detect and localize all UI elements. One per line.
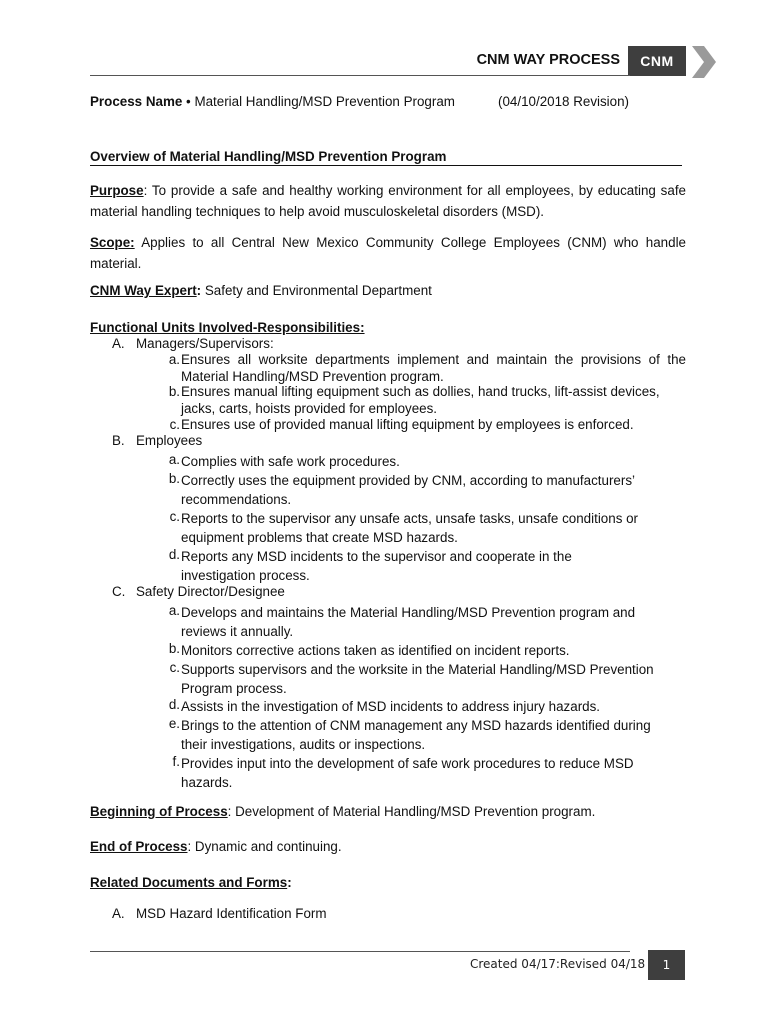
end-of-process: End of Process: Dynamic and continuing.	[90, 839, 342, 854]
page-number: 1	[648, 950, 685, 980]
scope-text: Applies to all Central New Mexico Community College Employees (CNM) who handle material.	[90, 235, 686, 271]
list-item: d. Assists in the investigation of MSD incidents to address injury hazards.	[168, 697, 601, 714]
group-c-title: C. Safety Director/Designee	[112, 584, 285, 599]
expert-label: CNM Way Expert	[90, 283, 197, 298]
scope-label: Scope:	[90, 235, 135, 250]
purpose-paragraph	[90, 180, 686, 222]
list-item: c. Supports supervisors and the worksite in the Material Handling/MSD Prevention Program process.	[169, 660, 654, 696]
functional-units-heading: Functional Units Involved-Responsibilities:	[90, 320, 365, 335]
related-document-item: A. MSD Hazard Identification Form	[112, 906, 327, 921]
process-name-label: Process Name	[90, 94, 183, 109]
related-documents-heading: Related Documents and Forms:	[90, 875, 292, 890]
scope-paragraph	[90, 232, 686, 274]
process-name-line	[90, 94, 455, 109]
header-rule	[90, 75, 630, 76]
list-item: a. Ensures all worksite departments implement and maintain the provisions of the Material Handling/MSD Prevention program.	[168, 352, 686, 384]
purpose-label: Purpose	[90, 183, 144, 198]
list-item: e. Brings to the attention of CNM management any MSD hazards identified during their investigations, audits or inspections.	[168, 716, 651, 752]
list-item: b. Ensures manual lifting equipment such as dollies, hand trucks, lift-assist devices, jacks, carts, hoists provided for employees.	[168, 384, 660, 416]
list-item: c. Ensures use of provided manual lifting equipment by employees is enforced.	[169, 417, 634, 432]
group-b-title: B. Employees	[112, 433, 203, 448]
process-revision: (04/10/2018 Revision)	[498, 94, 630, 109]
chevron-right-icon	[690, 44, 718, 80]
overview-heading-wrap	[90, 148, 682, 166]
cnm-logo: CNM	[628, 46, 686, 76]
purpose-text: : To provide a safe and healthy working environment for all employees, by educating safe material handling techniques to help avoid musculoskeletal disorders (MSD).	[90, 183, 686, 219]
list-item: d. Reports any MSD incidents to the supervisor and cooperate in the investigation process.	[168, 547, 572, 583]
expert-line: CNM Way Expert: Safety and Environmental Department	[90, 283, 432, 298]
process-name-value: • Material Handling/MSD Prevention Program	[186, 94, 455, 109]
list-item: a. Complies with safe work procedures.	[168, 452, 400, 469]
list-item: b. Monitors corrective actions taken as identified on incident reports.	[168, 641, 570, 658]
footer-rule	[90, 951, 630, 952]
footer-created-revised: Created 04/17:Revised 04/18	[470, 957, 646, 971]
expert-text: Safety and Environmental Department	[201, 283, 432, 298]
list-item: b. Correctly uses the equipment provided by CNM, according to manufacturers’ recommendations.	[168, 471, 635, 507]
header-title: CNM WAY PROCESS	[476, 52, 620, 68]
group-a-title: A. Managers/Supervisors:	[112, 336, 274, 351]
list-item: c. Reports to the supervisor any unsafe acts, unsafe tasks, unsafe conditions or equipment problems that create MSD hazards.	[169, 509, 639, 545]
list-item: f. Provides input into the development of safe work procedures to reduce MSD hazards.	[172, 754, 634, 790]
list-item: a. Develops and maintains the Material Handling/MSD Prevention program and reviews it annually.	[168, 603, 636, 639]
overview-heading: Overview of Material Handling/MSD Prevention Program	[90, 149, 447, 164]
beginning-of-process: Beginning of Process: Development of Material Handling/MSD Prevention program.	[90, 804, 596, 819]
